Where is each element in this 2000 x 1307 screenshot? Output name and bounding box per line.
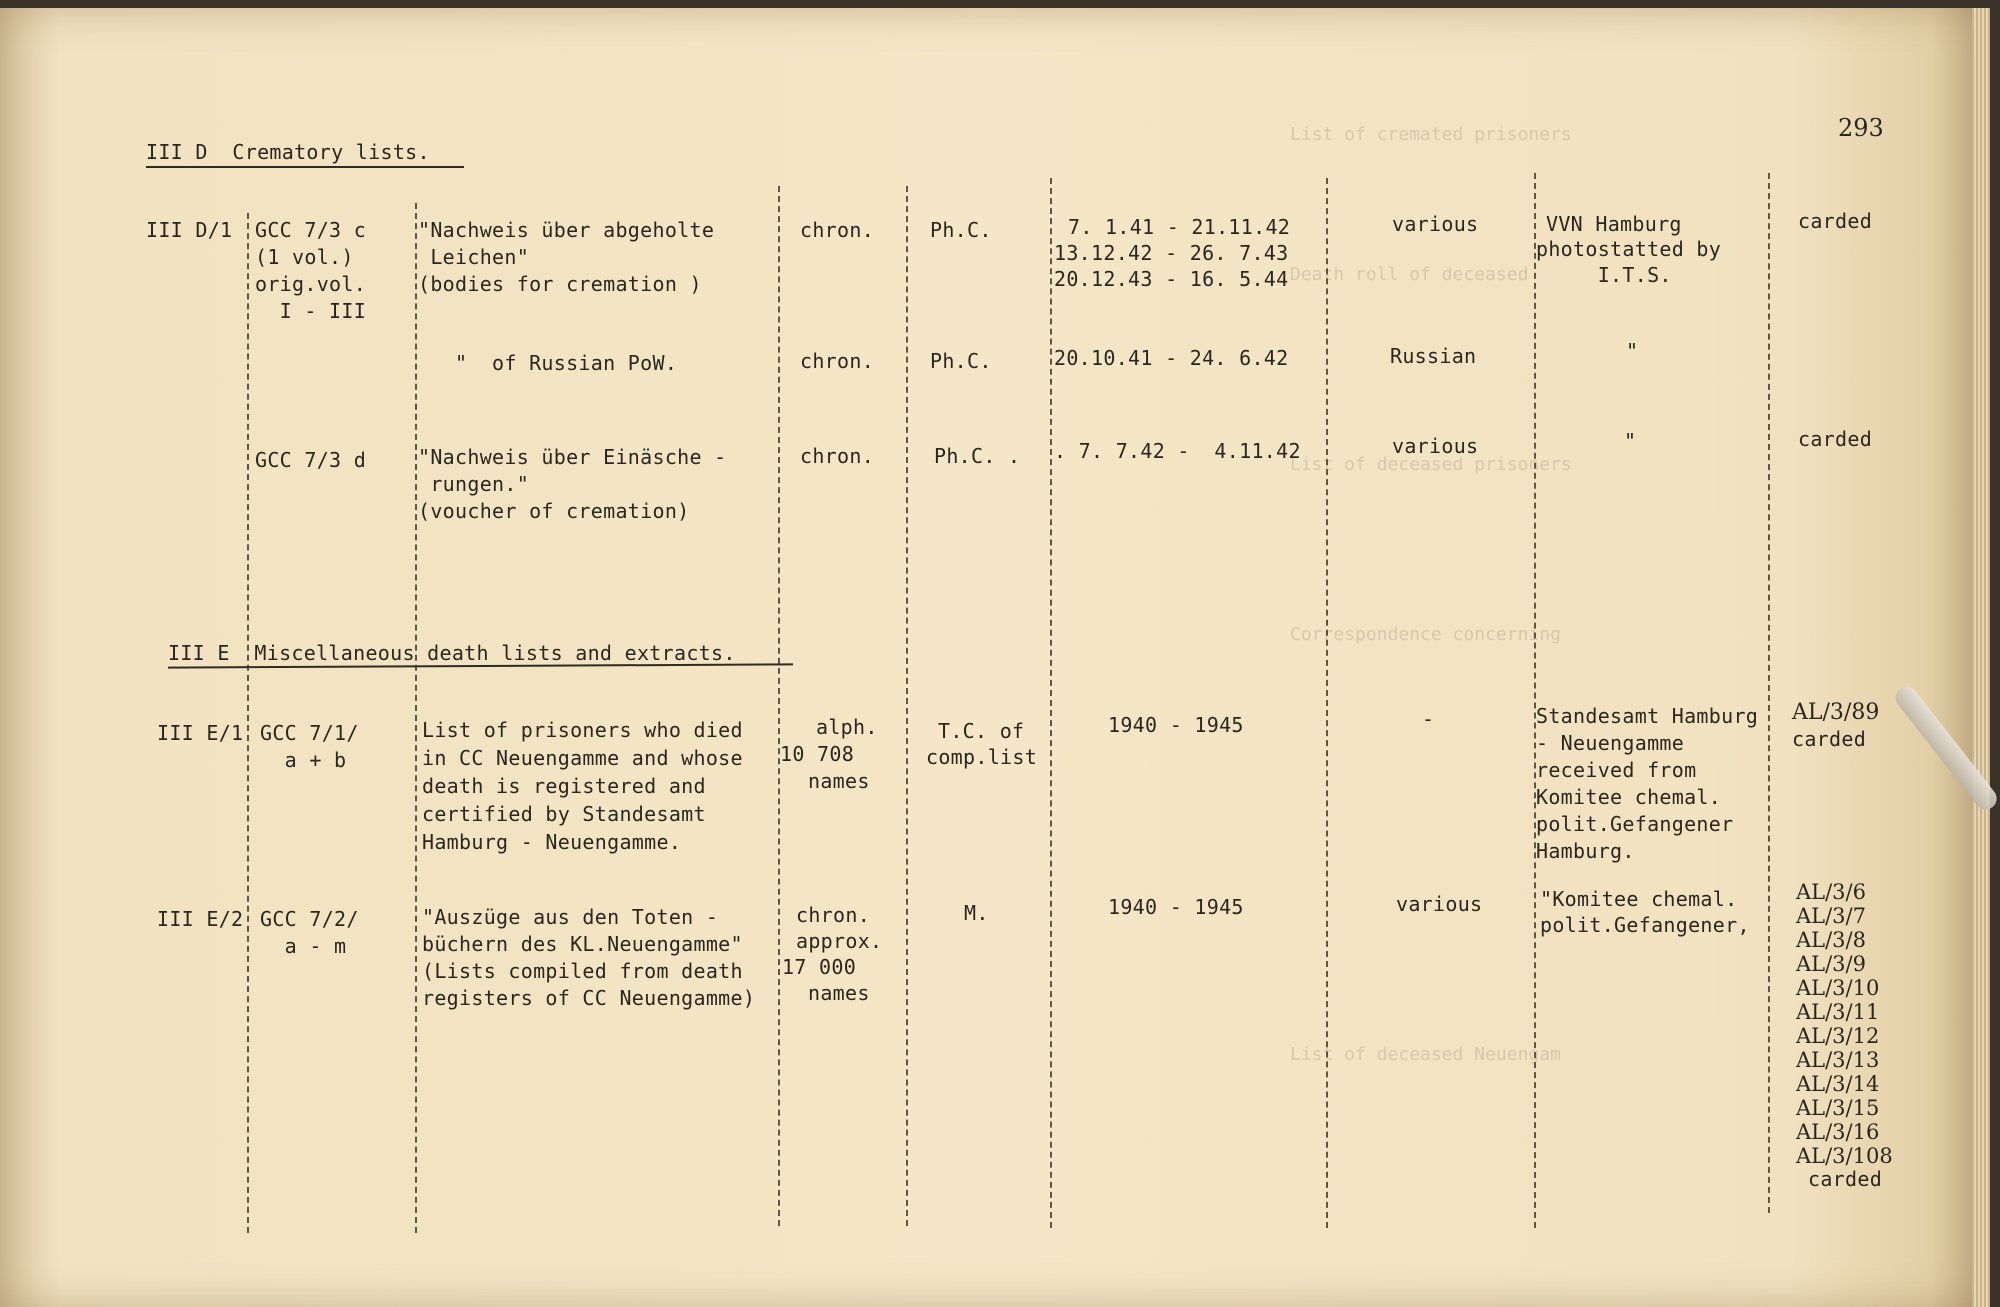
source-line: polit.Gefangener [1536,812,1734,836]
form: comp.list [926,745,1038,769]
arrangement: names [808,769,870,793]
arrangement: chron. [800,349,875,373]
arrangement: alph. [816,715,878,739]
arrangement: 17 000 [782,955,857,979]
column-rule [778,186,780,1226]
nationality: - [1422,707,1435,731]
description-line: (bodies for cremation ) [418,272,702,296]
column-rule [1326,178,1328,1228]
arrangement: names [808,981,870,1005]
remarks: AL/3/108 [1796,1144,1893,1168]
form: Ph.C. [930,349,992,373]
description-line: Leichen" [418,245,530,269]
bleed-through-text: List of deceased prisoners [1290,454,1572,475]
column-rule [1050,178,1052,1228]
arrangement: approx. [796,929,883,953]
ditto-mark: " [1626,339,1639,363]
date-range: . 7. 7.42 - 4.11.42 [1054,439,1301,463]
description-line: List of prisoners who died [422,718,743,742]
remarks: AL/3/6 [1796,880,1866,904]
remarks: AL/3/10 [1796,976,1880,1000]
description-line: "Nachweis über Einäsche - [418,445,727,469]
arrangement: 10 708 [780,742,855,766]
reference-line: GCC 7/3 c [255,218,367,242]
page-number: 293 [1838,114,1884,142]
nationality: various [1392,434,1479,458]
source-line: "Komitee chemal. [1540,887,1738,911]
entry-id: III D/1 [146,218,233,242]
description-line: "Auszüge aus den Toten - [422,905,719,929]
description-line: "Nachweis über abgeholte [418,218,715,242]
remarks: carded [1808,1167,1883,1191]
section-heading-misc: III E Miscellaneous death lists and extracts. [168,641,736,665]
heading-underline [146,166,464,168]
form: M. [964,901,989,925]
source-line: Komitee chemal. [1536,785,1722,809]
reference-line: GCC 7/3 d [255,448,367,472]
source-line: Hamburg. [1536,839,1635,863]
reference-line: I - III [255,299,367,323]
column-rule [415,203,417,1233]
form: T.C. of [938,719,1025,743]
reference-line: orig.vol. [255,272,367,296]
description-line: " of Russian PoW. [418,351,678,375]
reference-line: a - m [260,934,347,958]
column-rule [1768,173,1770,1213]
description-line: büchern des KL.Neuengamme" [422,932,743,956]
remarks: carded [1792,727,1867,751]
reference-line: GCC 7/1/ [260,721,359,745]
nationality: various [1392,212,1479,236]
remarks: carded [1798,427,1873,451]
entry-id: III E/2 [157,907,244,931]
remarks: AL/3/14 [1796,1072,1880,1096]
section-heading-crematory: III D Crematory lists. [146,140,430,164]
date-range: 20.12.43 - 16. 5.44 [1054,267,1289,291]
remarks: AL/3/12 [1796,1024,1880,1048]
nationality: various [1396,892,1483,916]
bleed-through-text: Death roll of deceased [1290,264,1529,285]
source-line: polit.Gefangener, [1540,913,1750,937]
description-line: in CC Neuengamme and whose [422,746,743,770]
description-line: registers of CC Neuengamme) [422,986,756,1010]
column-rule [247,213,249,1233]
column-rule [1534,173,1536,1228]
remarks: AL/3/9 [1796,952,1866,976]
bleed-through-text: Correspondence concerning [1290,624,1561,645]
remarks: carded [1798,209,1873,233]
description-line: Hamburg - Neuengamme. [422,830,682,854]
reference-line: a + b [260,748,347,772]
column-rule [906,186,908,1226]
form: Ph.C. [930,218,992,242]
date-range: 20.10.41 - 24. 6.42 [1054,346,1289,370]
description-line: rungen." [418,472,530,496]
bleed-through-text: List of cremated prisoners [1290,124,1572,145]
page-edge [1972,8,1990,1307]
remarks: AL/3/8 [1796,928,1866,952]
source-line: photostatted by [1536,237,1722,261]
form: Ph.C. . [934,444,1021,468]
description-line: (Lists compiled from death [422,959,743,983]
arrangement: chron. [796,903,871,927]
nationality: Russian [1390,344,1477,368]
bleed-through-text: List of deceased Neuengam [1290,1044,1561,1065]
date-range: 7. 1.41 - 21.11.42 [1068,215,1291,239]
remarks: AL/3/16 [1796,1120,1880,1144]
description-line: certified by Standesamt [422,802,706,826]
source-line: - Neuengamme [1536,731,1685,755]
remarks: AL/3/11 [1796,1000,1880,1024]
source-line: received from [1536,758,1697,782]
remarks: AL/3/13 [1796,1048,1880,1072]
remarks: AL/3/15 [1796,1096,1880,1120]
description-line: death is registered and [422,774,706,798]
reference-line: GCC 7/2/ [260,907,359,931]
reference-line: (1 vol.) [255,245,354,269]
remarks: AL/3/89 [1792,700,1880,725]
description-line: (voucher of cremation) [418,499,690,523]
entry-id: III E/1 [157,721,244,745]
date-range: 1940 - 1945 [1108,895,1244,919]
remarks: AL/3/7 [1796,904,1866,928]
ditto-mark: " [1624,429,1637,453]
date-range: 13.12.42 - 26. 7.43 [1054,241,1289,265]
source-line: Standesamt Hamburg [1536,704,1759,728]
arrangement: chron. [800,444,875,468]
source-line: VVN Hamburg [1546,212,1682,236]
date-range: 1940 - 1945 [1108,713,1244,737]
source-line: I.T.S. [1536,263,1672,287]
arrangement: chron. [800,218,875,242]
ledger-page [0,8,1990,1307]
